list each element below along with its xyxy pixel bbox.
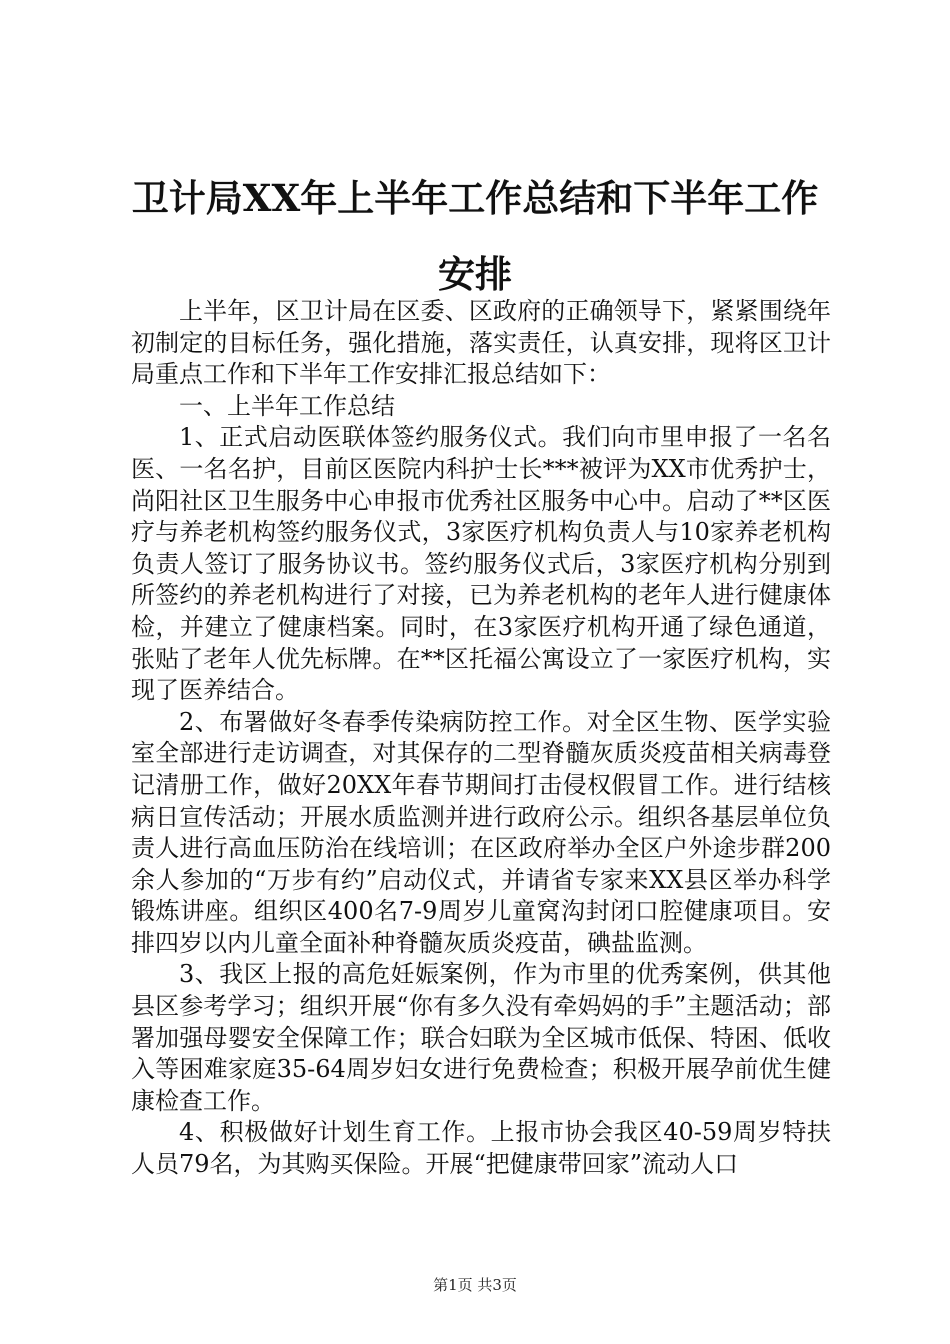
document-body bbox=[131, 296, 831, 1181]
section-heading: 一、上半年工作总结 bbox=[179, 391, 395, 420]
document-title: 卫计局XX年上半年工作总结和下半年工作安排 bbox=[131, 176, 819, 296]
page-footer bbox=[0, 1274, 950, 1295]
paragraph-item-4: 4、积极做好计划生育工作。上报市协会我区40-59周岁特扶人员79名，为其购买保险。开展“把健康带回家”流动人口 bbox=[131, 1118, 831, 1179]
paragraph-item-1: 1、正式启动医联体签约服务仪式。我们向市里申报了一名名医、一名名护，目前区医院内科护士长***被评为XX市优秀护士，尚阳社区卫生服务中心申报市优秀社区服务中心中。启动了**区医疗与养老机构签约服务仪式，3家医疗机构负责人与10家养老机构负责人签订了服务协议书。签约服务仪式后，3家医疗机构分别到所签约的养老机构进行了对接，已为养老机构的老年人进行健康体检，并建立了健康档案。同时，在3家医疗机构开通了绿色通道，张贴了老年人优先标牌。在**区托福公寓设立了一家医疗机构，实现了医养结合。 bbox=[131, 423, 831, 705]
paragraph-intro: 上半年，区卫计局在区委、区政府的正确领导下，紧紧围绕年初制定的目标任务，强化措施，落实责任，认真安排，现将区卫计局重点工作和下半年工作安排汇报总结如下： bbox=[131, 297, 831, 389]
page-number: 第1页 bbox=[433, 1276, 473, 1294]
page-total: 共3页 bbox=[477, 1276, 517, 1294]
paragraph-item-3: 3、我区上报的高危妊娠案例，作为市里的优秀案例，供其他县区参考学习；组织开展“你有多久没有牵妈妈的手”主题活动；部署加强母婴安全保障工作；联合妇联为全区城市低保、特困、低收入等困难家庭35-64周岁妇女进行免费检查；积极开展孕前优生健康检查工作。 bbox=[131, 960, 831, 1115]
paragraph-item-2: 2、布署做好冬春季传染病防控工作。对全区生物、医学实验室全部进行走访调查，对其保存的二型脊髓灰质炎疫苗相关病毒登记清册工作，做好20XX年春节期间打击侵权假冒工作。进行结核病日宣传活动；开展水质监测并进行政府公示。组织各基层单位负责人进行高血压防治在线培训；在区政府举办全区户外途步群200余人参加的“万步有约”启动仪式，并请省专家来XX县区举办科学锻炼讲座。组织区400名7-9周岁儿童窝沟封闭口腔健康项目。安排四岁以内儿童全面补种脊髓灰质炎疫苗，碘盐监测。 bbox=[131, 707, 831, 957]
